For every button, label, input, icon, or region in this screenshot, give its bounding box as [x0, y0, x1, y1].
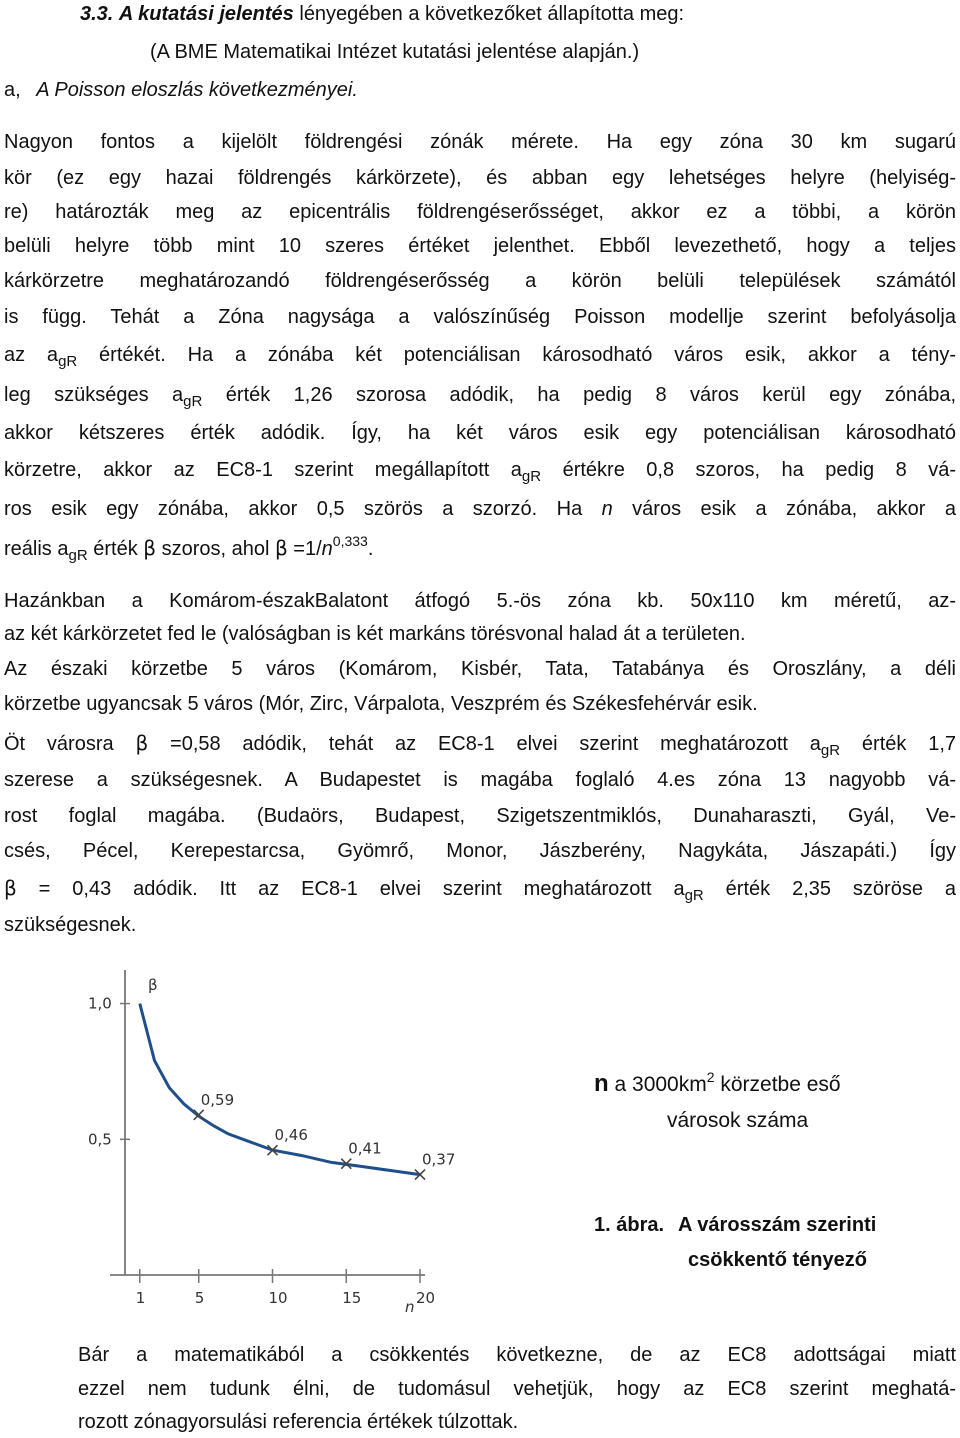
p2-line-4: körzetbe ugyancsak 5 város (Mór, Zirc, Várpalota, Veszprém és Székesfehérvár esik.	[4, 693, 758, 715]
x-axis-label: n	[405, 1298, 415, 1316]
section-title: A kutatási jelentés	[118, 3, 294, 25]
figure-title-1: A városszám szerinti	[678, 1214, 877, 1236]
x-tick-label: 10	[268, 1289, 288, 1307]
x-tick-label: 5	[194, 1289, 205, 1307]
subsection-label: a,	[4, 79, 21, 101]
source-note: (A BME Matematikai Intézet kutatási jelentése alapján.)	[150, 41, 640, 63]
subsection-title: A Poisson eloszlás következményei.	[36, 79, 358, 101]
data-point-label: 0,41	[348, 1139, 382, 1158]
p2-line-7: rost foglal magába. (Budaörs, Budapest, Szigetszentmiklós, Dunaharaszti, Gyál, Ve-	[4, 805, 956, 827]
y-tick-label: 1,0	[88, 994, 112, 1013]
p1-line-9: akkor kétszeres érték adódik. Így, ha két város esik egy potenciálisan károsodható	[4, 422, 956, 444]
legend-line-2: városok száma	[667, 1109, 809, 1132]
footer-line-1: Bár a matematikából a csökkentés következne, de az EC8 adottságai miatt	[78, 1344, 956, 1366]
footer-line-2: ezzel nem tudunk élni, de tudomásul vehetjük, hogy az EC8 szerint meghatá-	[78, 1378, 956, 1400]
section-heading	[80, 4, 684, 24]
x-tick-label: 15	[342, 1289, 362, 1307]
p1-line-12: reális $a_{gR}$ érték β szoros, ahol $\beta =1/n^{0,333}$.	[4, 533, 374, 564]
section-title-rest: lényegében a következőket állapította meg:	[293, 3, 685, 25]
data-point-label: 0,59	[200, 1090, 235, 1109]
p2-line-3: Az északi körzetbe 5 város (Komárom, Kisbér, Tata, Tatabánya és Oroszlány, a déli	[4, 658, 956, 680]
data-point-label: 0,46	[274, 1126, 308, 1145]
data-point-label: 0,37	[422, 1150, 456, 1169]
p1-line-11: ros esik egy zónába, akkor 0,5 szörös a szorzó. Ha n város esik a zónába, akkor a	[4, 498, 956, 520]
p1-line-2: kör (ez egy hazai földrengés kárkörzete), és abban egy lehetséges helyre (helyiség-	[4, 167, 956, 189]
p2-line-10: szükségesnek.	[4, 914, 137, 936]
y-axis-label: β	[148, 976, 158, 994]
p2-line-5: Öt városra β =0,58 adódik, tehát az EC8-1 elvei szerint meghatározott $a_{gR}$ érték 1,7	[4, 731, 956, 759]
p1-line-5: kárkörzetre meghatározandó földrengéserősség a körön belüli települések számától	[4, 270, 956, 292]
figure-caption	[594, 1215, 876, 1235]
p1-line-4: belüli helyre több mint 10 szeres értéket jelenthet. Ebből levezethető, hogy a teljes	[4, 235, 956, 257]
legend-line-1: n a $3000km^2$ körzetbe eső	[594, 1069, 841, 1097]
figure-title-2: csökkentő tényező	[688, 1249, 867, 1271]
subsection-heading	[4, 80, 358, 100]
p2-line-8: csés, Pécel, Kerepestarcsa, Gyömrő, Monor, Jászberény, Nagykáta, Jászapáti.) Így	[4, 840, 956, 862]
y-tick-label: 0,5	[88, 1130, 112, 1149]
p1-line-7: az $a_{gR}$ értékét. Ha a zónába két potenciálisan károsodható város esik, akkor a tény-	[4, 344, 956, 370]
p2-line-1: Hazánkban a Komárom-északBalatont átfogó 5.-ös zóna kb. 50x110 km méretű, az-	[4, 590, 956, 612]
p2-line-2: az két kárkörzetet fed le (valóságban is két markáns törésvonal halad át a területen.	[4, 623, 746, 645]
p1-line-3: re) határozták meg az epicentrális földrengéserősséget, akkor ez a többi, a körön	[4, 201, 956, 223]
figure-label: 1. ábra.	[594, 1214, 665, 1236]
p2-line-6: szerese a szükségesnek. A Budapestet is magába foglaló 4.es zóna 13 nagyobb vá-	[4, 769, 956, 791]
p1-line-1: Nagyon fontos a kijelölt földrengési zónák mérete. Ha egy zóna 30 km sugarú	[4, 131, 956, 153]
beta-reduction-chart	[80, 960, 456, 1330]
p1-line-6: is függ. Tehát a Zóna nagysága a valószínűség Poisson modellje szerint befolyásolja	[4, 306, 956, 328]
section-number: 3.3.	[80, 3, 114, 25]
x-tick-label: 1	[135, 1289, 146, 1307]
footer-line-3: rozott zónagyorsulási referencia értékek túlzottak.	[78, 1411, 519, 1433]
p1-line-10: körzetre, akkor az EC8-1 szerint megállapított $a_{gR}$ értékre 0,8 szoros, ha pedig 8 vá-	[4, 459, 957, 485]
x-tick-label: 20	[416, 1289, 436, 1307]
p2-line-9: β = 0,43 adódik. Itt az EC8-1 elvei szerint meghatározott $a_{gR}$ érték 2,35 szöröse a	[4, 876, 956, 904]
p1-line-8: leg szükséges $a_{gR}$ érték 1,26 szorosa adódik, ha pedig 8 város kerül egy zónába,	[4, 384, 956, 410]
